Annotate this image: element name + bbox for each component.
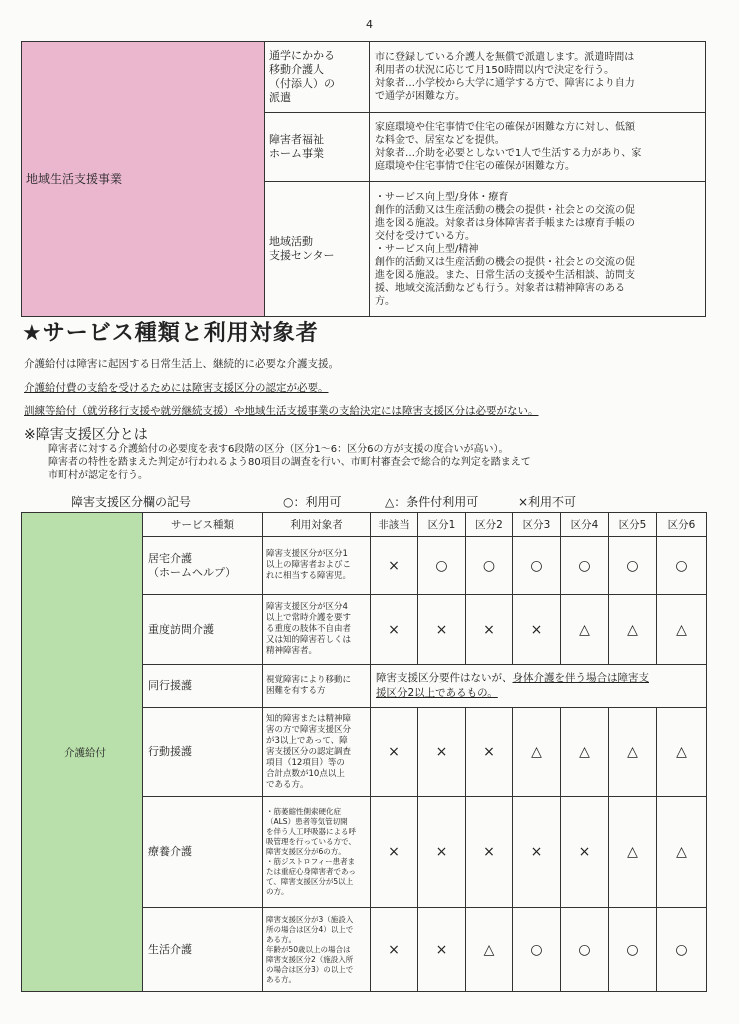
mark-cell: ○ (466, 537, 513, 595)
mark-cell: × (418, 708, 466, 797)
service-name-cell: 障害者福祉 ホーム事業 (265, 113, 370, 182)
target-cell: 視覚障害により移動に 困難を有する方 (263, 665, 371, 708)
community-support-table (21, 41, 706, 317)
intro-line: 介護給付は障害に起因する日常生活上、継続的に必要な介護支援。 (24, 358, 339, 370)
mark-cell: △ (561, 595, 609, 665)
mark-cell: ○ (657, 537, 707, 595)
mark-cell: × (371, 537, 418, 595)
page-number: 4 (366, 18, 373, 31)
mark-cell: × (561, 797, 609, 908)
mark-cell: ○ (561, 537, 609, 595)
mark-cell: × (513, 797, 561, 908)
mark-cell: × (371, 908, 418, 992)
subsection-title: ※障害支援区分とは (24, 427, 148, 443)
mark-cell: ○ (561, 908, 609, 992)
mark-cell: △ (657, 708, 707, 797)
care-category-cell: 介護給付 (22, 513, 143, 992)
header-target: 利用対象者 (263, 513, 371, 537)
care-benefit-table (21, 512, 707, 992)
section-title: ★サービス種類と利用対象者 (22, 321, 319, 346)
header-class4: 区分4 (561, 513, 609, 537)
mark-cell: ○ (609, 537, 657, 595)
mark-cell: △ (609, 708, 657, 797)
mark-cell: × (513, 595, 561, 665)
target-cell: ・筋萎縮性側索硬化症 （ALS）患者等気管切開 を伴う人工呼吸器による呼 吸管理を行っている方で、 障害支援区分が6の方。 ・筋ジストロフィー患者ま たは重症心身障害者であっ て、障害支援区分が5以上 の方。 (263, 797, 371, 908)
mark-cell: △ (657, 595, 707, 665)
mark-cell: × (371, 595, 418, 665)
legend-ok: ○：利用可 (283, 495, 342, 509)
mark-cell: △ (561, 708, 609, 797)
legend-ng: ×利用不可 (518, 495, 577, 509)
header-class6: 区分6 (657, 513, 707, 537)
service-cell: 行動援護 (143, 708, 263, 797)
mark-cell: ○ (657, 908, 707, 992)
legend-conditional: △：条件付利用可 (385, 495, 479, 509)
service-cell: 同行援護 (143, 665, 263, 708)
service-desc-cell: ・サービス向上型/身体・療育 創作的活動又は生産活動の機会の提供・社会との交流の促 進を図る施設。対象者は身体障害者手帳または療育手帳の 交付を受けている方。 ・サービス向上型/精神 創作的活動又は生産活動の機会の提供・社会との交流の促 進を図る施設。また、日常生活の支援や生活相談、訪問支 援、地域交流活動なども行う。対象者は精神障害のある 方。 (370, 182, 706, 317)
mark-cell: △ (466, 908, 513, 992)
service-cell: 生活介護 (143, 908, 263, 992)
mark-cell: × (418, 595, 466, 665)
condition-note-cell: 障害支援区分要件はないが、身体介護を伴う場合は障害支 援区分2以上であるもの。 (371, 665, 707, 708)
mark-cell: △ (513, 708, 561, 797)
mark-cell: × (466, 595, 513, 665)
service-name-cell: 地域活動 支援センター (265, 182, 370, 317)
target-cell: 障害支援区分が区分1 以上の障害者およびこ れに相当する障害児。 (263, 537, 371, 595)
mark-cell: × (371, 708, 418, 797)
service-desc-cell: 市に登録している介護人を無償で派遣します。派遣時間は 利用者の状況に応じて月150時間以内で決定を行う。 対象者…小学校から大学に通学する方で、障害により自力 で通学が困難な方。 (370, 42, 706, 113)
mark-cell: ○ (513, 908, 561, 992)
service-name-cell: 通学にかかる 移動介護人 （付添人）の 派遣 (265, 42, 370, 113)
mark-cell: × (418, 908, 466, 992)
mark-cell: △ (609, 797, 657, 908)
service-cell: 重度訪問介護 (143, 595, 263, 665)
target-cell: 障害支援区分が区分4 以上で常時介護を要す る重度の肢体不自由者 又は知的障害若しくは 精神障害者。 (263, 595, 371, 665)
target-cell: 知的障害または精神障 害の方で障害支援区分 が3以上であって、障 害支援区分の認定調査 項目（12項目）等の 合計点数が10点以上 である方。 (263, 708, 371, 797)
service-cell: 居宅介護 （ホームヘルプ） (143, 537, 263, 595)
subsection-line: 障害者に対する介護給付の必要度を表す6段階の区分（区分1～6：区分6の方が支援の度合いが高い）。 (48, 444, 509, 455)
header-class1: 区分1 (418, 513, 466, 537)
service-desc-cell: 家庭環境や住宅事情で住宅の確保が困難な方に対し、低額 な料金で、居室などを提供。 対象者…介助を必要としないで1人で生活する力があり、家 庭環境や住宅事情で住宅の確保が困難な方。 (370, 113, 706, 182)
mark-cell: ○ (609, 908, 657, 992)
subsection-line: 市町村が認定を行う。 (48, 470, 148, 481)
subsection-line: 障害者の特性を踏まえた判定が行われるよう80項目の調査を行い、市町村審査会で総合的な判定を踏まえて (48, 457, 531, 468)
target-cell: 障害支援区分が3（施設入 所の場合は区分4）以上で ある方。 年齢が50歳以上の場合は 障害支援区分2（施設入所 の場合は区分3）の以上で ある方。 (263, 908, 371, 992)
mark-cell: ○ (513, 537, 561, 595)
mark-cell: × (371, 797, 418, 908)
community-category-cell: 地域生活支援事業 (22, 42, 265, 317)
intro-line: 訓練等給付（就労移行支援や就労継続支援）や地域生活支援事業の支給決定には障害支援区分は必要がない。 (24, 405, 539, 417)
mark-cell: △ (657, 797, 707, 908)
mark-cell: × (466, 797, 513, 908)
intro-line: 介護給付費の支給を受けるためには障害支援区分の認定が必要。 (24, 382, 329, 394)
mark-cell: ○ (418, 537, 466, 595)
header-service: サービス種類 (143, 513, 263, 537)
header-class3: 区分3 (513, 513, 561, 537)
service-cell: 療養介護 (143, 797, 263, 908)
mark-cell: × (418, 797, 466, 908)
header-class2: 区分2 (466, 513, 513, 537)
mark-cell: × (466, 708, 513, 797)
legend-label: 障害支援区分欄の記号 (71, 495, 192, 509)
header-none: 非該当 (371, 513, 418, 537)
header-class5: 区分5 (609, 513, 657, 537)
mark-cell: △ (609, 595, 657, 665)
